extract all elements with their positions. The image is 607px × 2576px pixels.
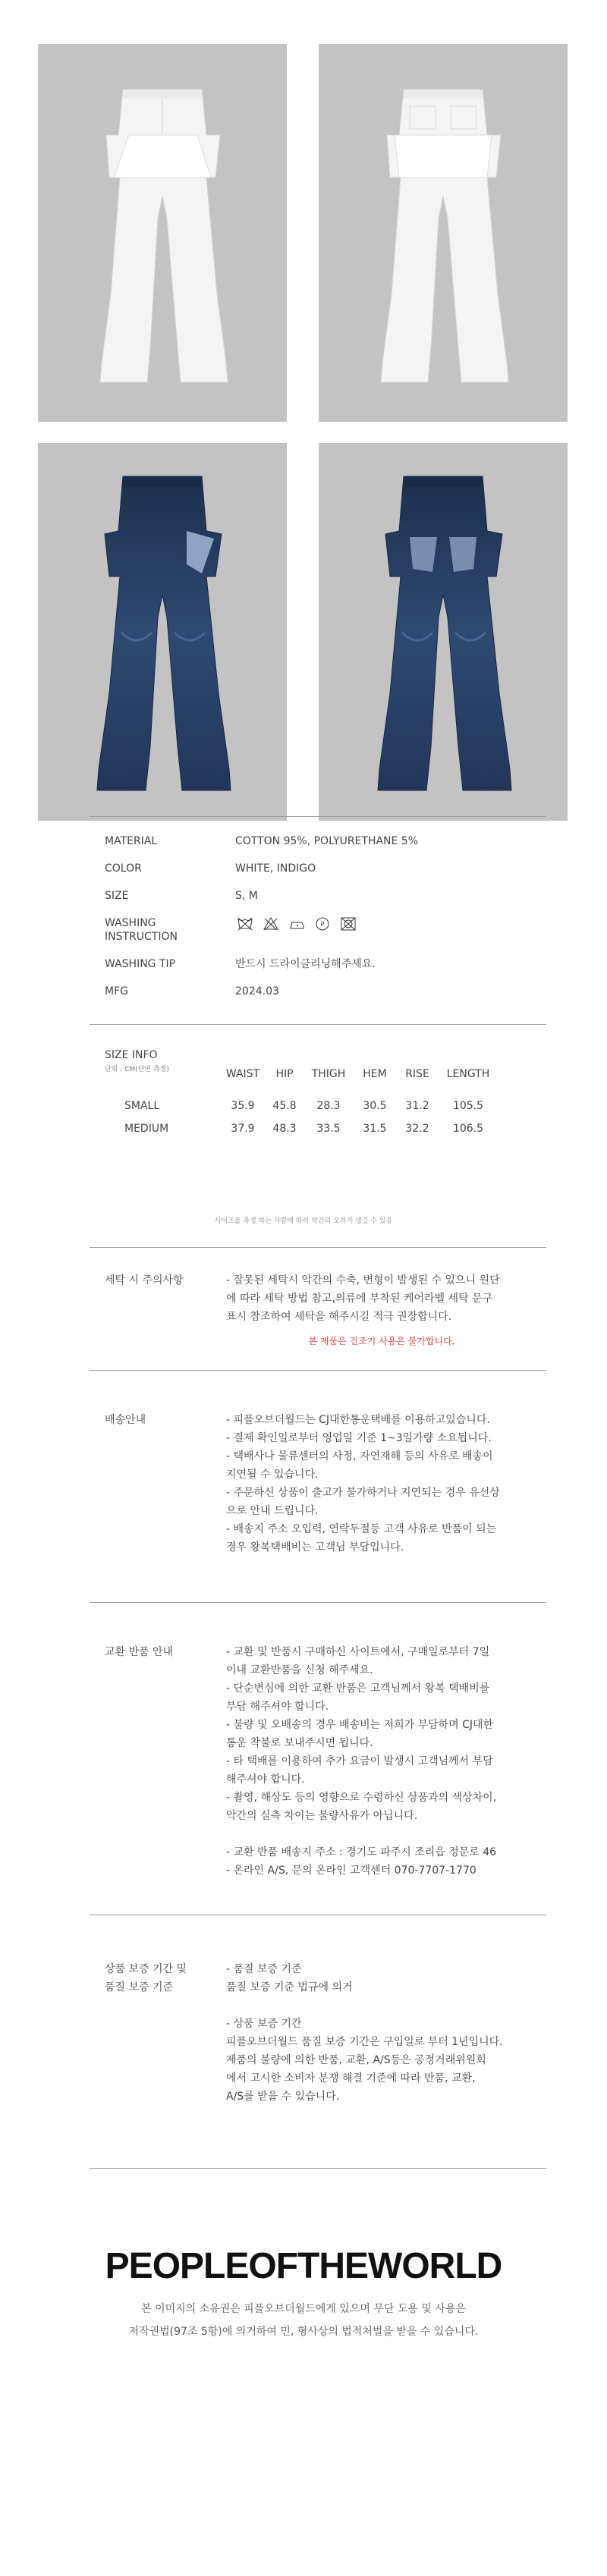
size-cell: 31.2	[405, 1100, 429, 1112]
size-cell: 31.5	[363, 1123, 387, 1135]
size-note: 사이즈를 측정 하는 사람에 따라 약간의 오차가 생길 수 있음	[214, 1217, 393, 1225]
spec-washing-tip-label: WASHING TIP	[105, 958, 176, 970]
warranty-label: 상품 보증 기간 및 품질 보증 기준	[105, 1963, 187, 1993]
shipping-item: - 결제 확인일로부터 영업일 기준 1~3일가량 소요됩니다.	[226, 1432, 492, 1444]
product-photo-white-front	[38, 44, 287, 422]
returns-item: - 촬영, 해상도 등의 영향으로 수령하신 상품과의 색상차이, 악간의 실측 차이는 불량사유가 아닙니다.	[226, 1792, 497, 1822]
size-header-rise: RISE	[405, 1068, 429, 1080]
size-row-medium	[105, 1121, 530, 1136]
returns-address: - 교환 반품 배송지 주소 : 경기도 파주시 조리읍 정문로 46	[226, 1846, 497, 1858]
shipping-label: 배송안내	[105, 1414, 146, 1426]
care-text: - 잘못된 세탁시 악간의 수축, 변형이 발생된 수 있으니 원단 에 따라 세탁 방법 참고,의류에 부착된 케어라벨 세탁 문구 표시 참조하여 세탁을 해주시길 적극 권장합니다.	[226, 1274, 500, 1323]
warranty-standard: - 품질 보증 기준 품질 보증 기준 법규에 의거	[226, 1963, 353, 1993]
svg-text:P: P	[320, 921, 325, 928]
size-header-hem: HEM	[363, 1068, 387, 1080]
size-cell: 35.9	[231, 1100, 255, 1112]
size-cell: 32.2	[405, 1123, 429, 1135]
spec-washing-label: WASHING INSTRUCTION	[105, 917, 178, 943]
product-photo-indigo-front	[38, 443, 287, 821]
size-info-unit: 단위 : CM(단면 측정)	[105, 1066, 169, 1073]
no-tumble-dry-icon	[338, 916, 358, 941]
no-bleach-icon	[261, 916, 281, 941]
size-cell: 106.5	[452, 1123, 484, 1135]
spec-size-value: S, M	[235, 890, 258, 902]
warranty-period: - 상품 보증 기간 피플오브더월드 품질 보증 기간은 구입일로 부터 1년입니다. 제품의 불량에 의한 반품, 교환, A/S등은 공정거래위원회 에서 고시한 소비자 분쟁 해결 기준에 따라 반품, 교환, A/S를 받을 수 있습니다.	[226, 2018, 503, 2103]
dry-clean-icon	[313, 916, 332, 941]
divider	[90, 2168, 546, 2169]
divider	[90, 816, 546, 817]
copyright-line-1: 본 이미지의 소유권은 피플오브더월드에게 있으며 무단 도용 및 사용은	[141, 2303, 466, 2315]
divider	[90, 1602, 546, 1603]
spec-material-label: MATERIAL	[105, 835, 158, 847]
iron-low-icon	[287, 916, 307, 941]
size-cell: 45.8	[272, 1100, 297, 1112]
spec-size-label: SIZE	[105, 890, 129, 902]
returns-item: - 단순변심에 의한 교환 반품은 고객님께서 왕복 택배비를 부담 해주셔야 합니다.	[226, 1682, 490, 1713]
divider	[90, 1370, 546, 1371]
shipping-item: - 배송지 주소 오입력, 연락두절등 고객 사유로 반품이 되는 경우 왕복택배비는 고객님 부담입니다.	[226, 1523, 497, 1553]
spec-mfg-label: MFG	[105, 985, 128, 997]
returns-section	[105, 1643, 545, 1893]
size-header-thigh: THIGH	[311, 1068, 346, 1080]
spec-color-value: WHITE, INDIGO	[235, 862, 316, 875]
size-info-title: SIZE INFO	[105, 1049, 158, 1061]
size-cell: 33.5	[316, 1123, 341, 1135]
shipping-section	[105, 1411, 545, 1578]
size-name: MEDIUM	[124, 1123, 169, 1135]
washing-icons	[235, 916, 358, 941]
spec-washing-tip-value: 반드시 드라이클리닝해주세요.	[235, 958, 376, 970]
shipping-item: - 주문하신 상품이 출고가 불가하거나 지연되는 경우 유선상 으로 안내 드립니다.	[226, 1487, 500, 1517]
size-cell: 37.9	[231, 1123, 255, 1135]
size-header-hip: HIP	[275, 1068, 294, 1080]
returns-item: - 교환 및 반품시 구매하신 사이트에서, 구매일로부터 7일 이내 교환반품을 신청 해주세요.	[226, 1646, 490, 1676]
returns-item: - 타 택배를 이용하여 추가 요금이 발생시 고객님께서 부담 해주셔야 합니다.	[226, 1755, 493, 1786]
care-label: 세탁 시 주의사항	[105, 1274, 184, 1286]
size-row-small	[105, 1098, 530, 1114]
shipping-item: - 피플오브더월드는 CJ대한통운택배를 이용하고있습니다.	[226, 1414, 490, 1426]
size-cell: 48.3	[272, 1123, 297, 1135]
size-name: SMALL	[124, 1100, 160, 1112]
returns-label: 교환 반품 안내	[105, 1646, 174, 1658]
size-header-length: LENGTH	[446, 1068, 490, 1080]
returns-item: - 불량 및 오배송의 경우 배송비는 저희가 부담하며 CJ대한 통운 착불로 보내주시면 됩니다.	[226, 1719, 494, 1749]
product-photo-white-back	[319, 44, 568, 422]
size-header-waist: WAIST	[225, 1068, 260, 1080]
returns-online: - 온라인 A/S, 문의 온라인 고객센터 070-7707-1770	[226, 1864, 476, 1877]
spec-material-value: COTTON 95%, POLYURETHANE 5%	[235, 835, 419, 847]
divider	[90, 1247, 546, 1248]
brand-logo: PEOPLEOFTHEWORLD	[105, 2246, 502, 2286]
product-photo-indigo-back	[319, 443, 568, 821]
size-cell: 30.5	[363, 1100, 387, 1112]
spec-mfg-value: 2024.03	[235, 985, 279, 997]
no-wash-icon	[235, 916, 255, 941]
size-cell: 28.3	[316, 1100, 341, 1112]
care-warning: 본 제품은 건조기 사용은 불가합니다.	[308, 1336, 455, 1346]
shipping-item: - 택배사나 물류센터의 사정, 자연재해 등의 사유로 배송이 지연될 수 있습니다.	[226, 1450, 493, 1481]
size-cell: 105.5	[452, 1100, 484, 1112]
spec-color-label: COLOR	[105, 862, 142, 875]
care-section	[105, 1271, 545, 1347]
warranty-section	[105, 1960, 545, 2150]
size-info-table	[105, 1048, 530, 1139]
copyright-line-2: 저작권법(97조 5항)에 의거하여 민, 형사상의 법적처벌을 받을 수 있습니다.	[128, 2326, 479, 2338]
divider	[90, 1024, 546, 1025]
size-header-row	[105, 1067, 530, 1082]
